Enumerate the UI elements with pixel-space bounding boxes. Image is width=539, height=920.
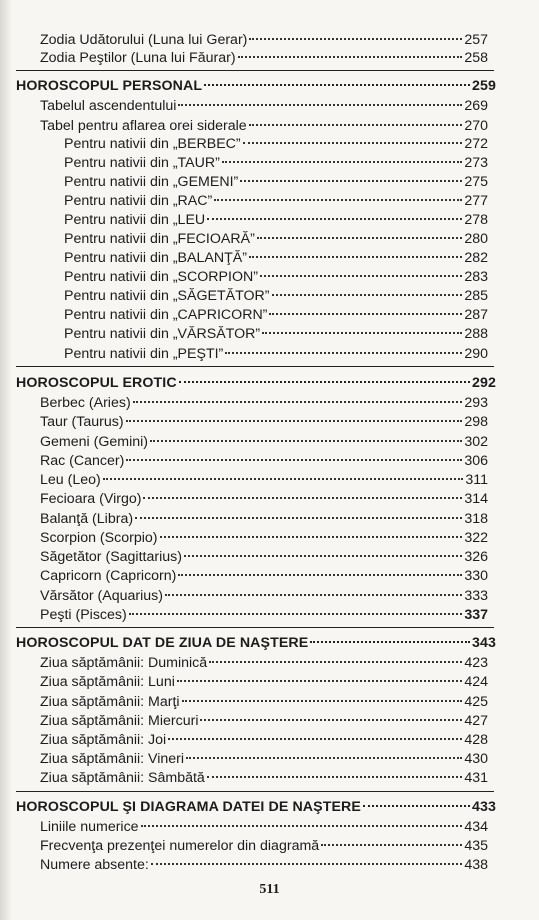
toc-entry	[40, 836, 488, 856]
toc-page-number: 293	[464, 395, 488, 411]
section-divider	[16, 366, 494, 367]
toc-entry	[40, 547, 488, 567]
toc-entry	[64, 210, 488, 230]
toc-entry	[40, 412, 488, 432]
toc-page-number: 302	[464, 434, 488, 450]
toc-page-number: 337	[464, 607, 488, 623]
toc-entry	[40, 30, 488, 50]
toc-entry-title: Pentru nativii din „GEMENI”	[64, 174, 239, 190]
toc-entry	[40, 817, 488, 837]
toc-entry-title: Tabelul ascendentului	[40, 98, 177, 114]
toc-entry	[64, 153, 488, 173]
toc-entry	[64, 191, 488, 211]
dot-leader	[165, 594, 462, 596]
toc-page-number: 282	[464, 250, 488, 266]
toc-entry-title: Peşti (Pisces)	[40, 607, 127, 623]
toc-page-number: 343	[472, 635, 496, 651]
toc-entry	[64, 248, 488, 268]
toc-entry	[40, 730, 488, 750]
toc-entry-title: Pentru nativii din „PEŞTI”	[64, 346, 224, 362]
toc-page-number: 431	[464, 770, 488, 786]
toc-entry	[40, 768, 488, 788]
toc-entry-title: Frecvenţa prezenţei numerelor din diagramă	[40, 838, 320, 854]
toc-entry-title: Pentru nativii din „FECIOARĂ”	[64, 231, 255, 247]
toc-entry-title: Tabel pentru aflarea orei siderale	[40, 118, 247, 134]
toc-page-number: 424	[464, 674, 488, 690]
dot-leader	[129, 613, 463, 615]
toc-entry-title: Leu (Leo)	[40, 472, 101, 488]
dot-leader	[168, 738, 462, 740]
dot-leader	[321, 844, 462, 846]
toc-page-number: 322	[464, 530, 488, 546]
dot-leader	[257, 237, 463, 239]
toc-entry-title: Numere absente:	[40, 857, 149, 873]
dot-leader	[260, 275, 462, 277]
toc-entry-title: Berbec (Aries)	[40, 395, 131, 411]
dot-leader	[269, 313, 462, 315]
toc-entry-title: Ziua săptămânii: Joi	[40, 732, 167, 748]
toc-page-number: 306	[464, 453, 488, 469]
toc-page-number: 326	[464, 549, 488, 565]
toc-page-number: 285	[464, 288, 488, 304]
toc-page-number: 272	[464, 136, 488, 152]
toc-entry	[40, 489, 488, 509]
toc-entry	[64, 172, 488, 192]
toc-entry-title: Vărsător (Aquarius)	[40, 588, 164, 604]
toc-page-number: 333	[464, 588, 488, 604]
toc-entry-title: Ziua săptămânii: Duminică	[40, 655, 208, 671]
dot-leader	[103, 478, 464, 480]
toc-section-heading	[16, 76, 496, 96]
toc-entry	[40, 672, 488, 692]
dot-leader	[225, 352, 462, 354]
toc-entry-title: Capricorn (Capricorn)	[40, 568, 177, 584]
toc-entry-title: Ziua săptămânii: Vineri	[40, 751, 185, 767]
toc-entry	[40, 509, 488, 529]
toc-entry	[64, 229, 488, 249]
toc-page-number: 278	[464, 212, 488, 228]
toc-entry-title: Zodia Udătorului (Luna lui Gerar)	[40, 32, 248, 48]
page-number: 511	[259, 882, 280, 897]
dot-leader	[141, 825, 463, 827]
toc-page-number: 287	[464, 307, 488, 323]
toc-page-number: 258	[464, 50, 488, 66]
toc-entry-title: Rac (Cancer)	[40, 453, 125, 469]
dot-leader	[184, 555, 462, 557]
toc-page-number: 428	[464, 732, 488, 748]
dot-leader	[249, 256, 462, 258]
toc-page-number: 430	[464, 751, 488, 767]
toc-page-number: 427	[464, 713, 488, 729]
toc-entry	[40, 451, 488, 471]
dot-leader	[133, 401, 463, 403]
dot-leader	[249, 124, 463, 126]
dot-leader	[151, 863, 462, 865]
toc-entry	[40, 470, 488, 490]
toc-page-number: 290	[464, 346, 488, 362]
dot-leader	[179, 381, 470, 383]
toc-entry-title: Liniile numerice	[40, 819, 139, 835]
toc-entry	[40, 528, 488, 548]
toc-page-number: 275	[464, 174, 488, 190]
dot-leader	[222, 161, 462, 163]
toc-entry	[40, 692, 488, 712]
toc-page-number: 269	[464, 98, 488, 114]
toc-entry	[40, 96, 488, 116]
toc-entry-title: Ziua săptămânii: Miercuri	[40, 713, 199, 729]
toc-entry-title: Pentru nativii din „RAC”	[64, 193, 213, 209]
toc-page-number: 298	[464, 414, 488, 430]
toc-page-number: 257	[464, 32, 488, 48]
dot-leader	[238, 56, 463, 58]
toc-entry	[40, 605, 488, 625]
toc-section-heading	[16, 373, 496, 393]
dot-leader	[150, 440, 462, 442]
dot-leader	[262, 332, 462, 334]
dot-leader	[200, 719, 462, 721]
toc-entry	[40, 393, 488, 413]
toc-entry	[40, 566, 488, 586]
toc-entry-title: Ziua săptămânii: Marţi	[40, 694, 180, 710]
dot-leader	[186, 757, 462, 759]
toc-entry-title: Pentru nativii din „BALANŢĂ”	[64, 250, 247, 266]
dot-leader	[126, 420, 463, 422]
dot-leader	[126, 459, 462, 461]
toc-entry	[40, 116, 488, 136]
toc-entry-title: Gemeni (Gemini)	[40, 434, 149, 450]
section-divider	[16, 791, 494, 792]
dot-leader	[178, 104, 462, 106]
toc-entry-title: Pentru nativii din „SĂGETĂTOR”	[64, 288, 270, 304]
dot-leader	[178, 574, 462, 576]
toc-page-number: 423	[464, 655, 488, 671]
toc-entry-title: Pentru nativii din „CAPRICORN”	[64, 307, 268, 323]
toc-entry-title: Pentru nativii din „TAUR”	[64, 155, 220, 171]
toc-page-number: 292	[472, 375, 496, 391]
toc-page-number: 330	[464, 568, 488, 584]
dot-leader	[207, 776, 463, 778]
toc-page-number: 288	[464, 326, 488, 342]
section-divider	[16, 627, 494, 628]
toc-entry-title: Balanţă (Libra)	[40, 511, 134, 527]
toc-entry-title: Ziua săptămânii: Sâmbătă	[40, 770, 205, 786]
toc-entry-title: HOROSCOPUL EROTIC	[16, 375, 177, 391]
toc-entry	[40, 749, 488, 769]
dot-leader	[249, 38, 462, 40]
dot-leader	[182, 700, 463, 702]
toc-section-heading	[16, 633, 496, 653]
toc-entry	[64, 344, 488, 364]
toc-entry	[40, 855, 488, 875]
toc-page-number: 283	[464, 269, 488, 285]
dot-leader	[272, 294, 463, 296]
dot-leader	[214, 199, 462, 201]
toc-entry-title: Taur (Taurus)	[40, 414, 124, 430]
dot-leader	[143, 497, 462, 499]
toc-entry	[64, 324, 488, 344]
dot-leader	[160, 536, 463, 538]
toc-entry-title: Pentru nativii din „SCORPION”	[64, 269, 258, 285]
toc-page-number: 311	[465, 472, 488, 488]
dot-leader	[135, 517, 462, 519]
toc-page-number: 277	[464, 193, 488, 209]
toc-page-number: 435	[464, 838, 488, 854]
toc-entry	[40, 653, 488, 673]
toc-page-number: 280	[464, 231, 488, 247]
dot-leader	[209, 661, 462, 663]
toc-page-number: 434	[464, 819, 488, 835]
toc-entry	[40, 711, 488, 731]
toc-entry-title: Ziua săptămânii: Luni	[40, 674, 175, 690]
toc-page-number: 433	[472, 799, 496, 815]
toc-page-number: 270	[464, 118, 488, 134]
section-divider	[16, 70, 494, 71]
toc-entry-title: Scorpion (Scorpio)	[40, 530, 158, 546]
toc-page-number: 318	[464, 511, 488, 527]
toc-page-number: 259	[472, 78, 496, 94]
toc-entry	[40, 586, 488, 606]
toc-entry-title: HOROSCOPUL DAT DE ZIUA DE NAŞTERE	[16, 635, 309, 651]
toc-entry	[64, 305, 488, 325]
toc-entry-title: Zodia Peştilor (Luna lui Făurar)	[40, 50, 236, 66]
dot-leader	[207, 218, 462, 220]
dot-leader	[204, 84, 470, 86]
toc-section-heading	[16, 797, 496, 817]
toc-entry	[64, 286, 488, 306]
toc-entry-title: HOROSCOPUL ŞI DIAGRAMA DATEI DE NAŞTERE	[16, 799, 361, 815]
toc-entry-title: Pentru nativii din „BERBEC”	[64, 136, 241, 152]
dot-leader	[310, 641, 470, 643]
toc-page-number: 314	[464, 491, 488, 507]
toc-entry	[64, 267, 488, 287]
toc-entry-title: Săgetător (Sagittarius)	[40, 549, 182, 565]
toc-entry-title: HOROSCOPUL PERSONAL	[16, 78, 203, 94]
dot-leader	[177, 680, 462, 682]
toc-entry-title: Pentru nativii din „VĂRSĂTOR”	[64, 326, 261, 342]
toc-entry-title: Fecioara (Virgo)	[40, 491, 142, 507]
dot-leader	[243, 142, 463, 144]
dot-leader	[240, 180, 462, 182]
page-edge-shadow	[0, 0, 12, 920]
toc-entry	[40, 48, 488, 68]
toc-page-number: 425	[464, 694, 488, 710]
toc-entry	[64, 134, 488, 154]
toc-page-number: 438	[464, 857, 488, 873]
toc-page-number: 273	[464, 155, 488, 171]
toc-entry	[40, 432, 488, 452]
toc-entry-title: Pentru nativii din „LEU	[64, 212, 206, 228]
dot-leader	[363, 805, 470, 807]
